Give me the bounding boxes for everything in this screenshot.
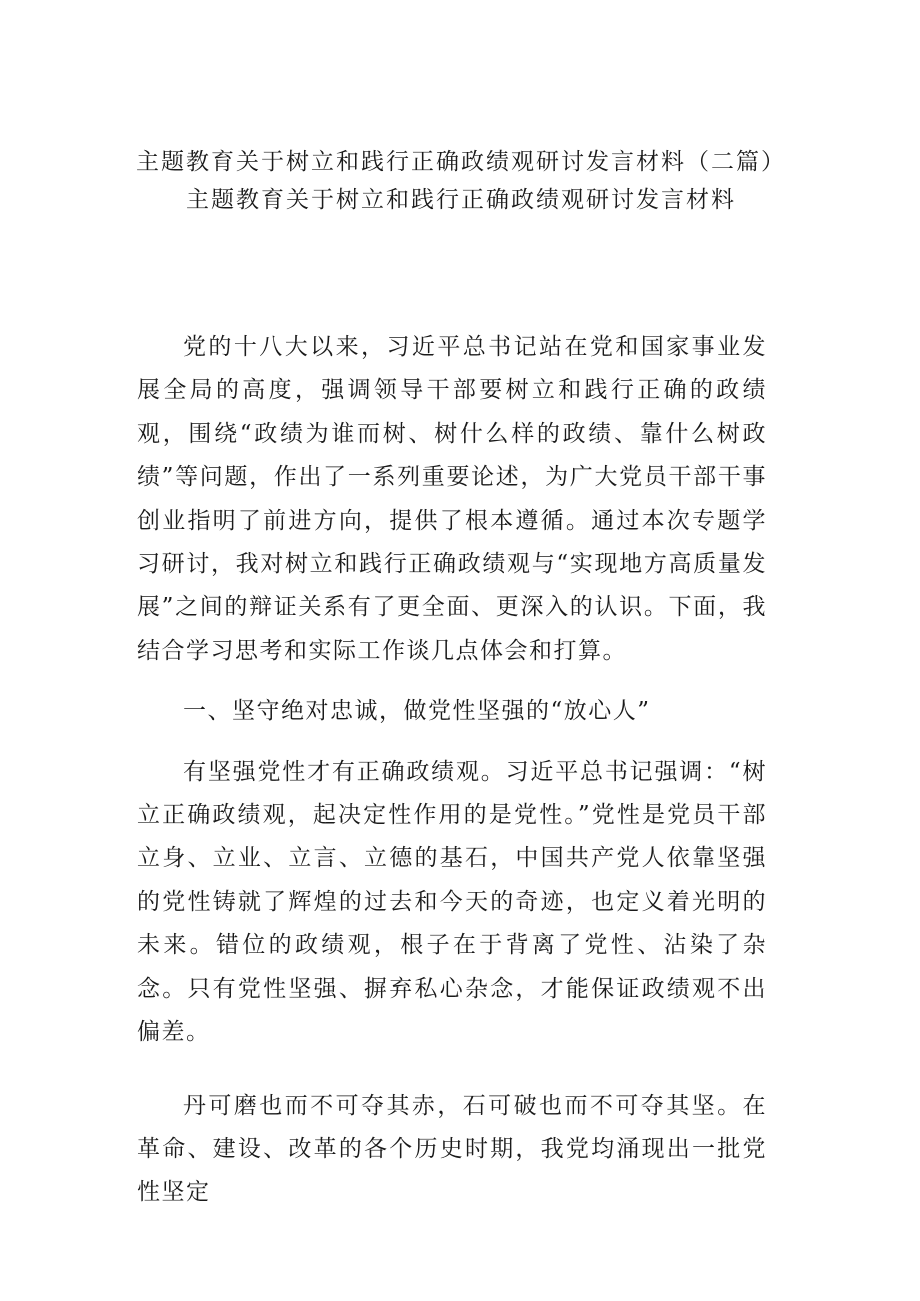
document-body xyxy=(137,326,767,1215)
paragraph-section-1: 有坚强党性才有正确政绩观。习近平总书记强调：“树立正确政绩观，起决定性作用的是党性。”党性是党员干部立身、立业、立言、立德的基石，中国共产党人依靠坚强的党性铸就了辉煌的过去和今天的奇迹，也定义着光明的未来。错位的政绩观，根子在于背离了党性、沾染了杂念。只有党性坚强、摒弃私心杂念，才能保证政绩观不出偏差。 xyxy=(137,758,767,1046)
document-title: 主题教育关于树立和践行正确政绩观研讨发言材料（二篇） xyxy=(136,149,786,175)
paragraph-section-1-continued: 丹可磨也而不可夺其赤，石可破也而不可夺其坚。在革命、建设、改革的各个历史时期，我党均涌现出一批党性坚定 xyxy=(137,1092,767,1206)
document-subtitle: 主题教育关于树立和践行正确政绩观研讨发言材料 xyxy=(186,187,736,213)
section-heading-1: 一、坚守绝对忠诚，做党性坚强的“放心人” xyxy=(183,698,651,725)
paragraph-intro: 党的十八大以来，习近平总书记站在党和国家事业发展全局的高度，强调领导干部要树立和践行正确的政绩观，围绕“政绩为谁而树、树什么样的政绩、靠什么树政绩”等问题，作出了一系列重要论述，为广大党员干部干事创业指明了前进方向，提供了根本遵循。通过本次专题学习研讨，我对树立和践行正确政绩观与“实现地方高质量发展”之间的辩证关系有了更全面、更深入的认识。下面，我结合学习思考和实际工作谈几点体会和打算。 xyxy=(137,334,767,664)
